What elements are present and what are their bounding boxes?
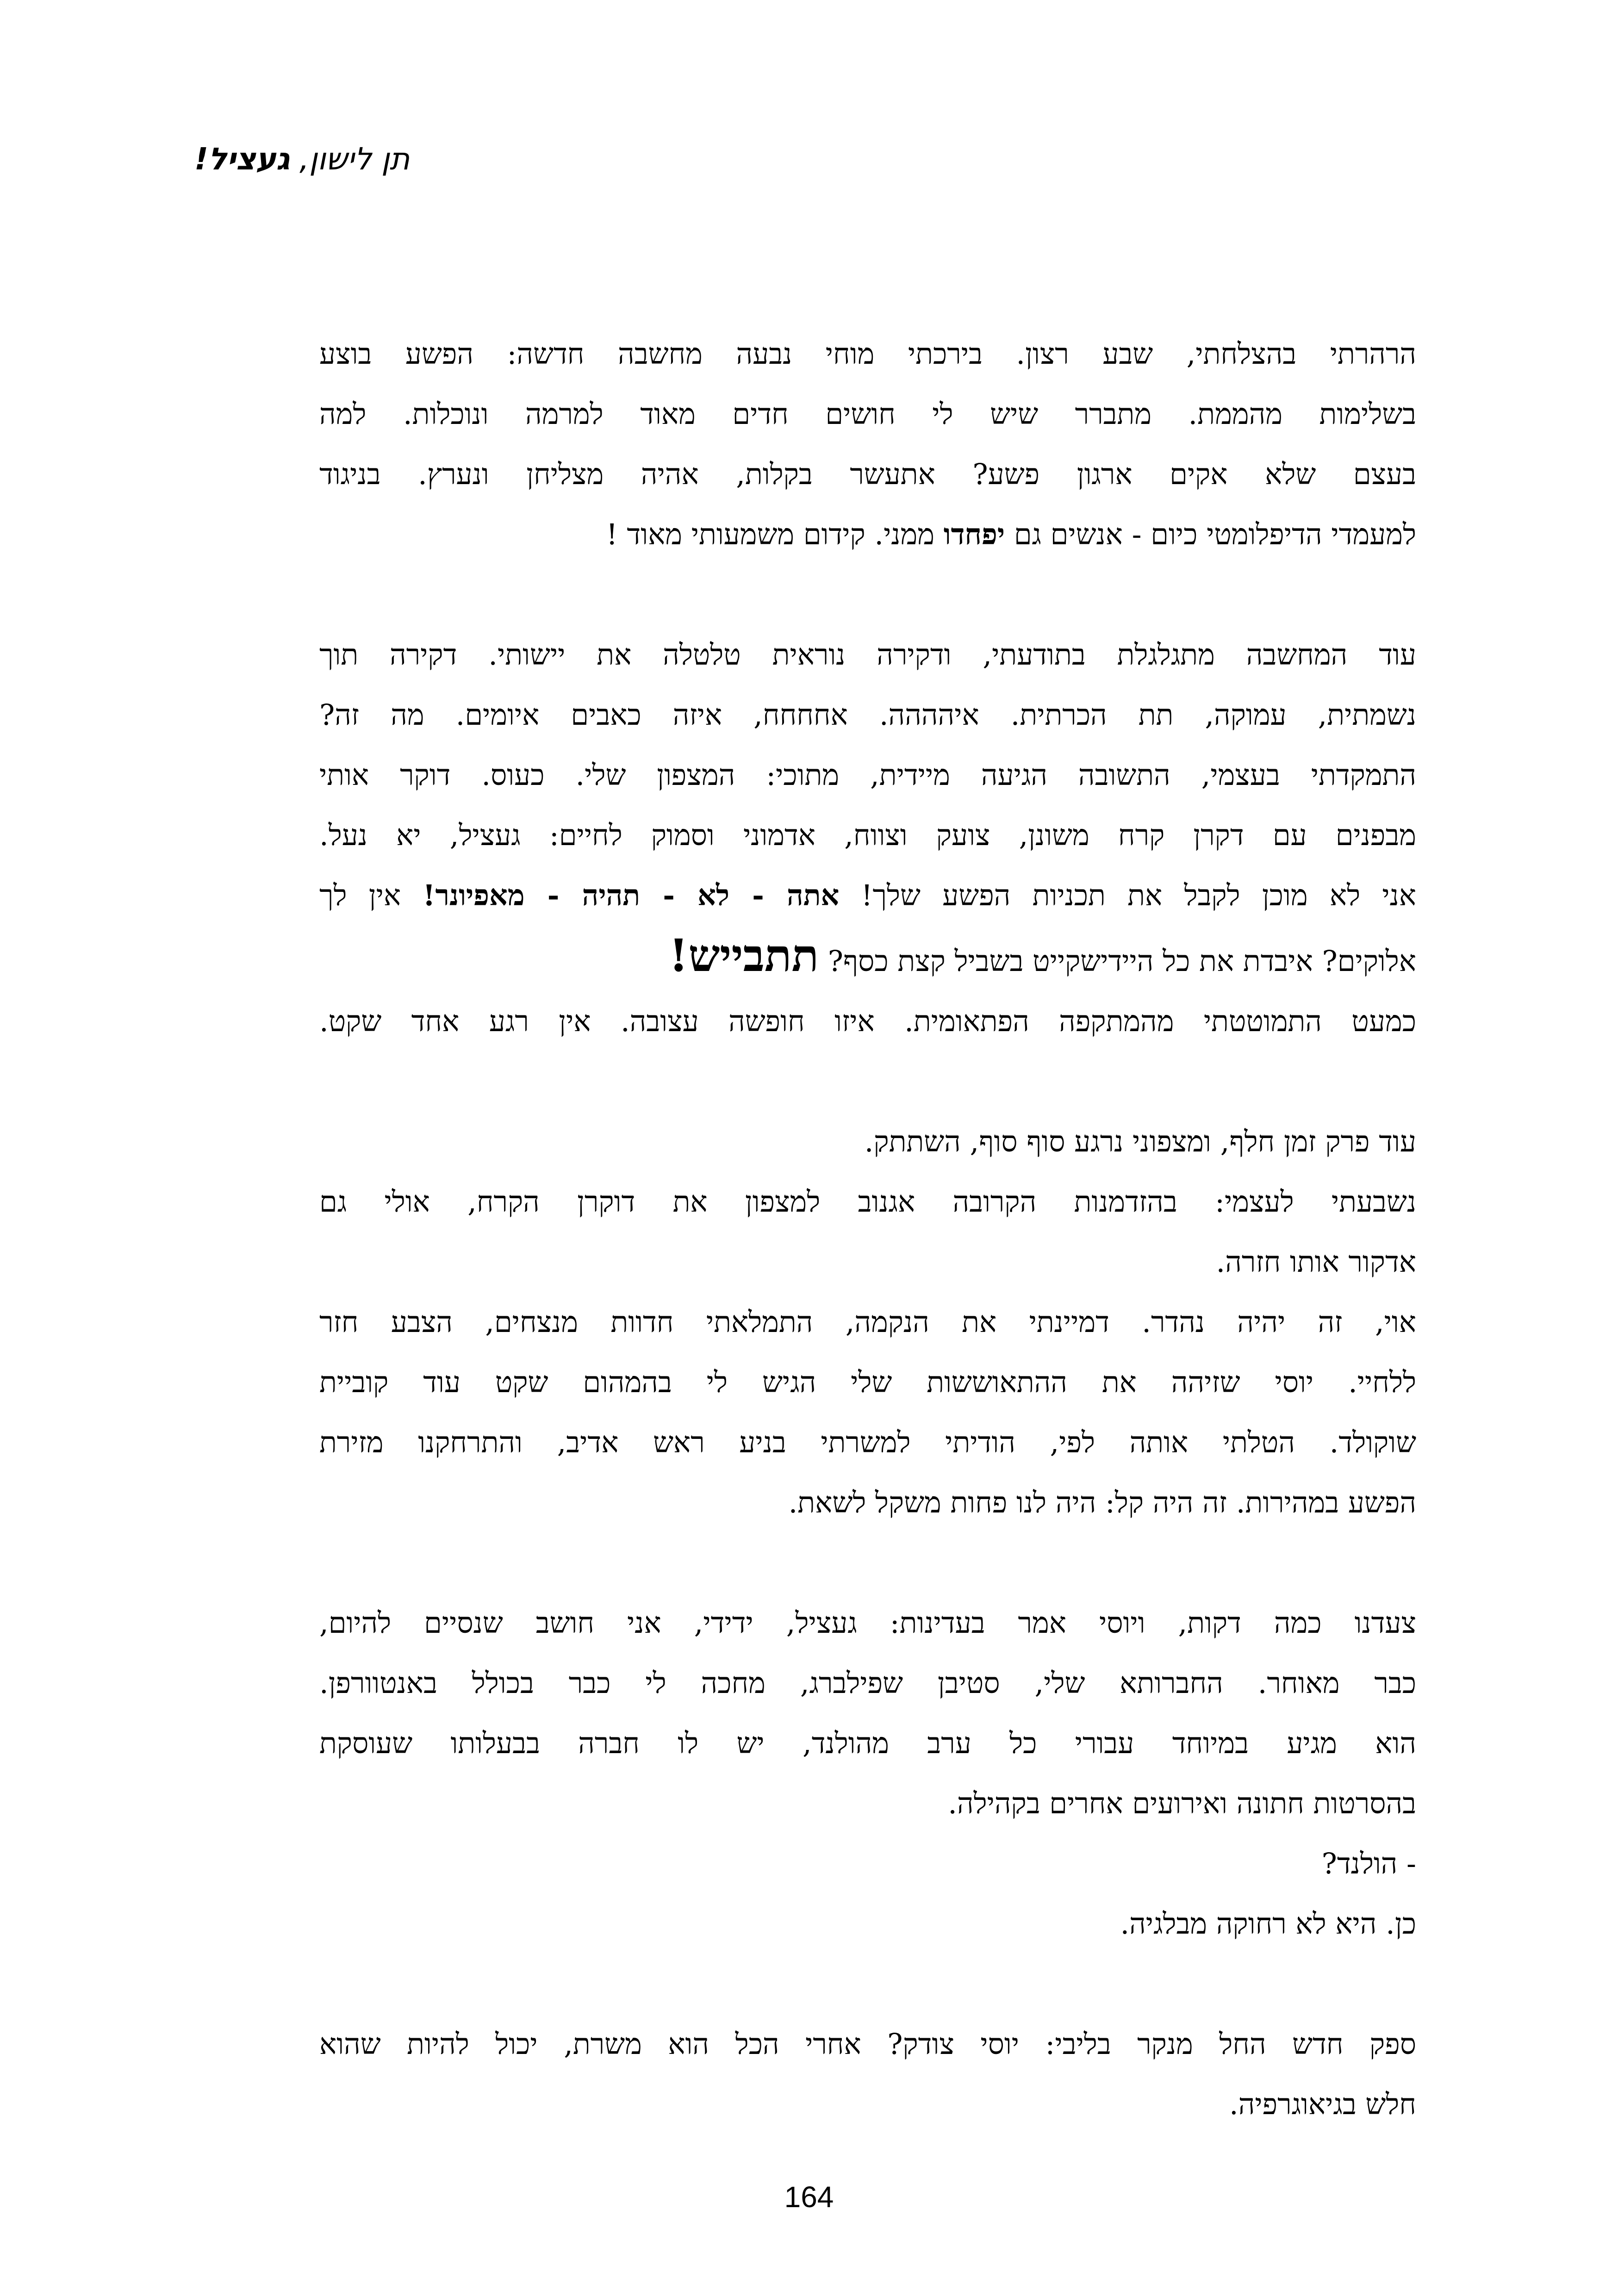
text-segment: ממני. קידום משמעותי מאוד ! [606, 517, 944, 551]
text-line: נשמתית, עמוקה, תת הכרתית. איהההה. אחחחח, איזה כאבים איומים. מה זה? [319, 698, 1416, 732]
body-text [319, 324, 1416, 2134]
dialogue-line: - הולנד? [1321, 1847, 1416, 1880]
running-header [194, 141, 410, 177]
text-line: בשלימות מהממת. מתברר שיש לי חושים חדים מאוד למרמה ונוכלות. למה [319, 397, 1416, 431]
text-line: עוד המחשבה מתגלגלת בתודעתי, ודקירה נוראית טלטלה את יישותי. דקירה תוך [319, 638, 1416, 672]
text-line: שוקולד. הטלתי אותה לפי, הודיתי למשרתי בניע ראש אדיב, והתרחקנו מזירת [319, 1425, 1416, 1459]
text-line: נשבעתי לעצמי: בהזדמנות הקרובה אגנוב למצפון את דוקרן הקרח, אולי גם [319, 1185, 1416, 1219]
text-line: עוד פרק זמן חלף, ומצפוני נרגע סוף סוף, השתתק. [864, 1125, 1416, 1158]
text-segment: אין לך [319, 878, 423, 912]
page-number: 164 [784, 2180, 834, 2214]
text-line: מבפנים עם דקרן קרח משונן, צועק וצווח, אדמוני וסמוק לחיים: געציל, יא נעל. [319, 818, 1416, 852]
text-segment: למעמדי הדיפלומטי כיום - אנשים גם [1005, 517, 1416, 551]
text-line: בהסרטות חתונה ואירועים אחרים בקהילה. [948, 1786, 1416, 1820]
text-line: כמעט התמוטטתי מהמתקפה הפתאומית. איזו חופשה עצובה. אין רגע אחד שקט. [319, 1004, 1416, 1038]
emphasized-word: תתבייש! [669, 929, 819, 982]
bold-word: יפחדו [943, 517, 1005, 551]
text-line: הרהרתי בהצלחתי, שבע רצון. בירכתי מוחי נבעה מחשבה חדשה: הפשע בוצע [319, 337, 1416, 371]
text-line: אדקור אותו חזרה. [1216, 1245, 1416, 1279]
paragraph [319, 625, 1416, 1052]
running-header-name: געציל! [194, 141, 290, 177]
text-segment: אני לא מוכן לקבל את תכניות הפשע שלך! [839, 878, 1417, 912]
text-line: אוי, זה יהיה נהדר. דמיינתי את הנקמה, התמלאתי חדוות מנצחים, הצבע חזר [319, 1305, 1416, 1339]
dialogue-line: כן. היא לא רחוקה מבלגיה. [1120, 1907, 1416, 1941]
text-line: צעדנו כמה דקות, ויוסי אמר בעדינות: געציל, ידידי, אני חושב שנסיים להיום, [319, 1606, 1416, 1640]
bold-phrase: אתה - לא - תהיה - מאפיונר! [423, 878, 840, 912]
text-line [319, 865, 1416, 926]
text-line [319, 504, 1416, 565]
text-segment: אלוקים? איבדת את כל היידישקייט בשביל קצת כסף? [818, 944, 1416, 978]
text-line: חלש בגיאוגרפיה. [1229, 2087, 1416, 2121]
text-line: כבר מאוחר. החברותא שלי, סטיבן שפילברג, מחכה לי כבר בכולל באנטוורפן. [319, 1666, 1417, 1700]
text-line [319, 926, 1416, 991]
text-line: ספק חדש החל מנקר בליבי: יוסי צודק? אחרי הכל הוא משרת, יכול להיות שהוא [319, 2027, 1416, 2061]
text-line: ללחיי. יוסי שזיהה את ההתאוששות שלי הגיש לי בהמהום שקט עוד קוביית [319, 1365, 1416, 1399]
text-line: הפשע במהירות. זה היה קל: היה לנו פחות משקל לשאת. [788, 1486, 1416, 1519]
text-line: התמקדתי בעצמי, התשובה הגיעה מיידית, מתוכי: המצפון שלי. כעוס. דוקר אותי [319, 758, 1417, 792]
text-line: בעצם שלא אקים ארגון פשע? אתעשר בקלות, אהיה מצליחן ונערץ. בניגוד [319, 457, 1416, 491]
paragraph [319, 1112, 1416, 1533]
paragraph [319, 1593, 1416, 1954]
running-header-title: תן לישון, [290, 141, 410, 177]
text-line: הוא מגיע במיוחד עבורי כל ערב מהולנד, יש לו חברה בבעלותו שעוסקת [319, 1726, 1416, 1760]
paragraph [319, 2014, 1416, 2134]
paragraph [319, 324, 1416, 565]
